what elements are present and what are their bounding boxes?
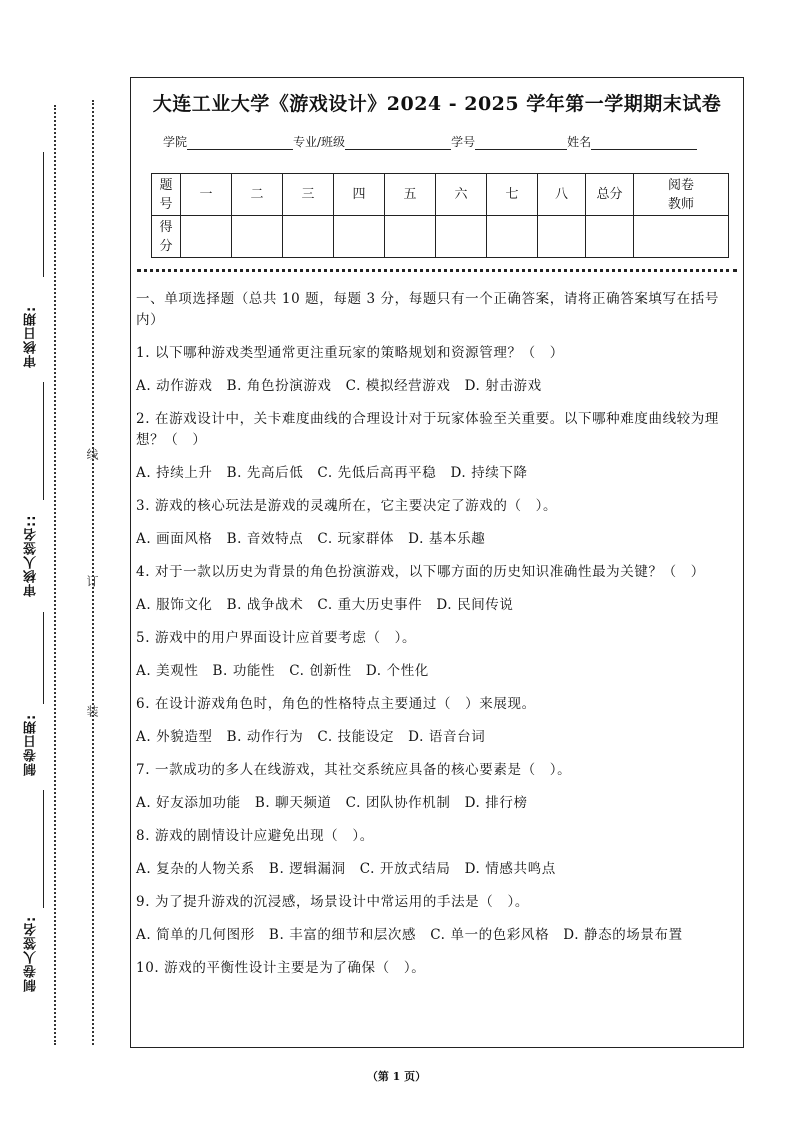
question-5: 5. 游戏中的用户界面设计应首要考虑（ ）。 bbox=[136, 630, 417, 646]
reviewer-sign-label: 审核人签名:: bbox=[24, 514, 39, 597]
question-4: 4. 对于一款以历史为背景的角色扮演游戏，以下哪方面的历史知识准确性最为关键？（ ） bbox=[136, 564, 705, 580]
score-label-cell: 得分 bbox=[152, 216, 181, 258]
question-8-options: A. 复杂的人物关系 B. 逻辑漏洞 C. 开放式结局 D. 情感共鸣点 bbox=[136, 861, 556, 877]
reviewer-date-label: 审核日期: bbox=[24, 305, 39, 368]
maker-sign-label: 制卷人签名: bbox=[24, 915, 39, 992]
grader-header: 阅卷教师 bbox=[634, 174, 729, 216]
page-number: （第 1 页） bbox=[366, 1070, 427, 1083]
column-5-header: 五 bbox=[385, 174, 436, 216]
header-label-cell: 题号 bbox=[152, 174, 181, 216]
score-table-header-row bbox=[152, 174, 729, 216]
college-label: 学院 bbox=[163, 135, 188, 149]
name-field[interactable] bbox=[591, 137, 697, 150]
binding-dotted-line bbox=[92, 100, 94, 1045]
maker-sign-line bbox=[43, 790, 44, 908]
student-id-label: 学号 bbox=[451, 135, 476, 149]
score-cell-4[interactable] bbox=[334, 216, 385, 258]
score-table bbox=[151, 173, 729, 258]
question-4-options: A. 服饰文化 B. 战争战术 C. 重大历史事件 D. 民间传说 bbox=[136, 597, 514, 613]
question-8: 8. 游戏的剧情设计应避免出现（ ）。 bbox=[136, 828, 374, 844]
student-info-line bbox=[163, 133, 697, 150]
question-3-options: A. 画面风格 B. 音效特点 C. 玩家群体 D. 基本乐趣 bbox=[136, 531, 486, 547]
score-cell-total[interactable] bbox=[586, 216, 634, 258]
column-2-header: 二 bbox=[232, 174, 283, 216]
question-1: 1. 以下哪种游戏类型通常更注重玩家的策略规划和资源管理？（ ） bbox=[136, 345, 564, 361]
question-1-options: A. 动作游戏 B. 角色扮演游戏 C. 模拟经营游戏 D. 射击游戏 bbox=[136, 378, 542, 394]
score-cell-6[interactable] bbox=[436, 216, 487, 258]
exam-frame bbox=[130, 77, 744, 1048]
binding-bind-char: 装 bbox=[85, 705, 99, 717]
question-9-options: A. 简单的几何图形 B. 丰富的细节和层次感 C. 单一的色彩风格 D. 静态的场景布置 bbox=[136, 927, 683, 943]
question-6: 6. 在设计游戏角色时，角色的性格特点主要通过（ ）来展现。 bbox=[136, 696, 536, 712]
score-cell-grader[interactable] bbox=[634, 216, 729, 258]
binding-line-char: 线 bbox=[85, 448, 99, 460]
column-1-header: 一 bbox=[181, 174, 232, 216]
column-4-header: 四 bbox=[334, 174, 385, 216]
major-label: 专业/班级 bbox=[293, 135, 346, 149]
student-id-field[interactable] bbox=[475, 137, 567, 150]
maker-date-line bbox=[43, 612, 44, 704]
major-field[interactable] bbox=[345, 137, 451, 150]
questions-section bbox=[136, 289, 739, 979]
score-cell-3[interactable] bbox=[283, 216, 334, 258]
exam-title: 大连工业大学《游戏设计》2024 - 2025 学年第一学期期末试卷 bbox=[152, 93, 722, 115]
question-2-options: A. 持续上升 B. 先高后低 C. 先低后高再平稳 D. 持续下降 bbox=[136, 465, 528, 481]
column-6-header: 六 bbox=[436, 174, 487, 216]
question-7-options: A. 好友添加功能 B. 聊天频道 C. 团队协作机制 D. 排行榜 bbox=[136, 795, 528, 811]
score-cell-1[interactable] bbox=[181, 216, 232, 258]
question-5-options: A. 美观性 B. 功能性 C. 创新性 D. 个性化 bbox=[136, 663, 429, 679]
question-9: 9. 为了提升游戏的沉浸感，场景设计中常运用的手法是（ ）。 bbox=[136, 894, 529, 910]
score-table-score-row bbox=[152, 216, 729, 258]
section-heading: 一、单项选择题（总共 10 题，每题 3 分，每题只有一个正确答案，请将正确答案填写在括号内） bbox=[136, 291, 719, 328]
reviewer-sign-line bbox=[43, 382, 44, 500]
score-cell-7[interactable] bbox=[487, 216, 538, 258]
score-cell-8[interactable] bbox=[538, 216, 586, 258]
question-6-options: A. 外貌造型 B. 动作行为 C. 技能设定 D. 语音台词 bbox=[136, 729, 486, 745]
total-score-header: 总分 bbox=[586, 174, 634, 216]
question-10: 10. 游戏的平衡性设计主要是为了确保（ ）。 bbox=[136, 960, 426, 976]
college-field[interactable] bbox=[187, 137, 293, 150]
column-8-header: 八 bbox=[538, 174, 586, 216]
name-label: 姓名 bbox=[567, 135, 592, 149]
binding-staple-char: 订 bbox=[85, 575, 99, 587]
score-cell-2[interactable] bbox=[232, 216, 283, 258]
column-3-header: 三 bbox=[283, 174, 334, 216]
maker-date-label: 制卷日期: bbox=[24, 713, 39, 776]
section-separator bbox=[137, 269, 737, 272]
question-7: 7. 一款成功的多人在线游戏，其社交系统应具备的核心要素是（ ）。 bbox=[136, 762, 572, 778]
column-7-header: 七 bbox=[487, 174, 538, 216]
score-cell-5[interactable] bbox=[385, 216, 436, 258]
question-2: 2. 在游戏设计中，关卡难度曲线的合理设计对于玩家体验至关重要。以下哪种难度曲线较为理想？（ ） bbox=[136, 411, 719, 448]
reviewer-date-line bbox=[43, 152, 44, 277]
signature-dotted-line bbox=[54, 105, 56, 1045]
question-3: 3. 游戏的核心玩法是游戏的灵魂所在，它主要决定了游戏的（ ）。 bbox=[136, 498, 558, 514]
